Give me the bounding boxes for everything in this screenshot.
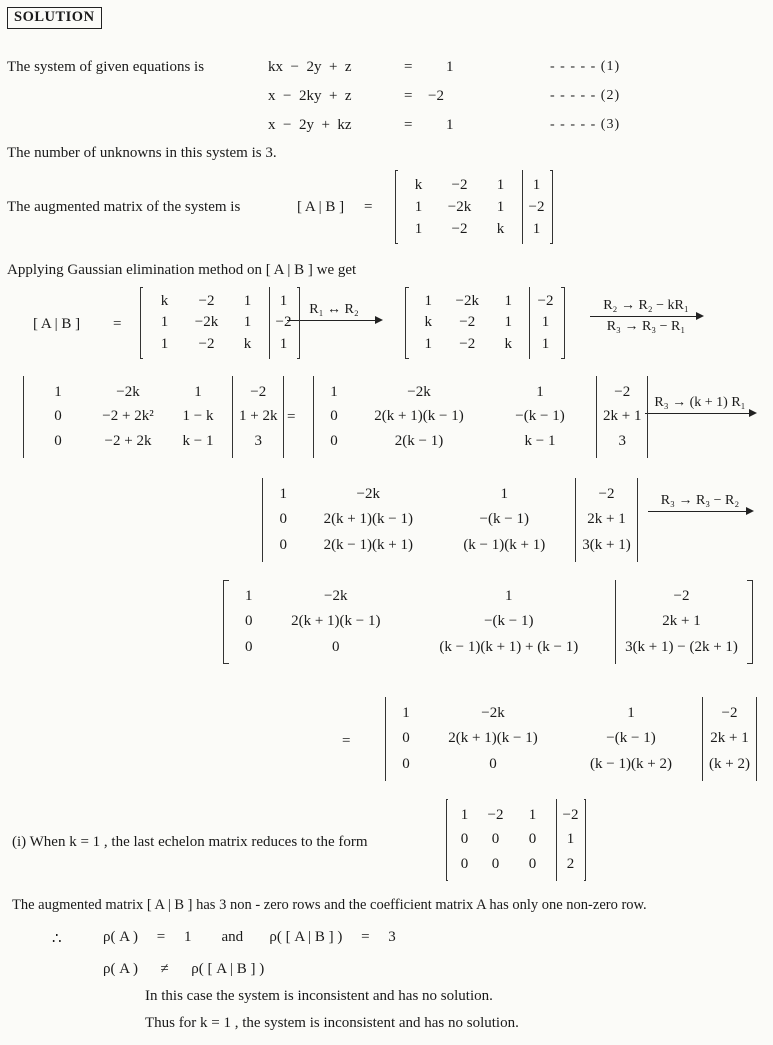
matrix-cell: 1: [279, 335, 288, 352]
augmented-matrix-m8: [446, 799, 586, 881]
matrix-cell: −2k: [447, 198, 472, 215]
right-bracket: [747, 580, 753, 664]
conclusion-2: Thus for k = 1 , the system is inconsistent and has no solution.: [145, 1015, 519, 1031]
matrix-cell: 1: [279, 486, 288, 503]
matrix-cell: 0: [54, 408, 62, 425]
matrix-cell: −2: [459, 335, 476, 352]
matrix-cell: −2: [459, 314, 476, 331]
matrix-cell: 1: [541, 335, 550, 352]
equation-lhs: kx − 2y + z: [268, 59, 352, 75]
matrix-cell: k: [160, 293, 169, 310]
rhs-block: [529, 287, 560, 359]
matrix-cell: 0: [279, 536, 288, 553]
matrix-cell: k: [496, 220, 505, 237]
right-bracket: [283, 376, 284, 458]
matrix-cell: 1: [532, 176, 541, 193]
matrix-cell: 1: [54, 383, 62, 400]
coefficient-block: [386, 697, 702, 781]
equation-rhs: −2: [428, 88, 444, 104]
equation-tag: - - - - - (1): [550, 59, 621, 74]
matrix-cell: 1: [566, 831, 575, 848]
augmented-matrix-m3: [23, 376, 278, 458]
matrix-cell: 0: [491, 856, 500, 873]
matrix-cell: −2: [721, 705, 738, 722]
equation-lhs: x − 2y + kz: [268, 117, 352, 133]
equals-sign: =: [404, 59, 413, 75]
matrix-cell: −2: [598, 486, 615, 503]
equation-tag: - - - - - (3): [550, 117, 621, 132]
matrix-cell: −2: [451, 220, 468, 237]
ab-label: [ A | B ]: [297, 199, 345, 215]
matrix-cell: 2k + 1: [710, 730, 749, 747]
matrix-cell: 1: [504, 314, 513, 331]
rows-text: The augmented matrix [ A | B ] has 3 non - zero rows and the coefficient matrix A has only one non-zero row.: [12, 897, 647, 913]
matrix-cell: k − 1: [182, 433, 214, 450]
op-arrow-1: [287, 302, 381, 323]
matrix-cell: 1: [402, 705, 410, 722]
matrix-cell: 3(k + 1): [582, 536, 631, 553]
matrix-cell: k: [243, 335, 252, 352]
conclusion-1: In this case the system is inconsistent and has no solution.: [145, 988, 493, 1004]
matrix-cell: −(k − 1): [479, 511, 529, 528]
matrix-cell: 2(k + 1)(k − 1): [374, 408, 464, 425]
matrix-cell: k − 1: [524, 433, 556, 450]
right-bracket: [297, 287, 300, 359]
matrix-cell: 1: [528, 806, 537, 823]
matrix-cell: 0: [460, 856, 469, 873]
matrix-cell: −2k: [116, 383, 140, 400]
rhs-block: [269, 287, 298, 359]
rhs-block: [556, 799, 585, 881]
matrix-cell: −2k: [407, 383, 431, 400]
rhs-block: [522, 170, 551, 244]
matrix-cell: −2: [673, 588, 690, 605]
matrix-cell: 1: [504, 293, 513, 310]
rhs-block: [702, 697, 756, 781]
matrix-cell: −2k: [194, 314, 219, 331]
matrix-cell: 0: [460, 831, 469, 848]
matrix-cell: 1: [500, 486, 509, 503]
matrix-cell: (k − 1)(k + 2): [590, 755, 672, 772]
rank-line-1: ρ( A ) = 1 and ρ( [ A | B ] ) = 3: [103, 929, 396, 945]
right-bracket: [756, 697, 757, 781]
matrix-cell: 2k + 1: [662, 613, 701, 630]
matrix-cell: 0: [330, 408, 338, 425]
matrix-cell: 2(k − 1)(k + 1): [323, 536, 413, 553]
equation-lhs: x − 2ky + z: [268, 88, 352, 104]
intro-text: The system of given equations is: [7, 59, 205, 75]
augmented-matrix-m4: [313, 376, 642, 458]
matrix-cell: −(k − 1): [484, 613, 534, 630]
matrix-cell: 1: [505, 588, 513, 605]
matrix-cell: 2: [566, 856, 575, 873]
matrix-cell: 1 − k: [182, 408, 214, 425]
op-arrow-2: [590, 298, 702, 335]
equals-sign: =: [113, 316, 122, 332]
matrix-cell: k: [424, 314, 433, 331]
matrix-cell: 2(k − 1): [394, 433, 444, 450]
augmented-matrix-m2: [405, 287, 565, 359]
matrix-cell: 2(k + 1)(k − 1): [448, 730, 538, 747]
ab-label-2: [ A | B ]: [33, 316, 81, 332]
solution-badge: SOLUTION: [7, 7, 102, 29]
matrix-cell: −2: [198, 293, 215, 310]
equals-sign: =: [287, 409, 296, 425]
equation-rhs: 1: [446, 117, 454, 133]
equals-sign: =: [404, 117, 413, 133]
gauss-text: Applying Gaussian elimination method on [ A | B ] we get: [7, 262, 357, 278]
right-bracket: [584, 799, 586, 881]
right-bracket: [550, 170, 553, 244]
matrix-cell: (k − 1)(k + 1) + (k − 1): [439, 638, 579, 655]
matrix-cell: 1: [194, 383, 202, 400]
matrix-cell: 1: [541, 314, 550, 331]
therefore-sign: ∴: [52, 931, 62, 947]
matrix-cell: 0: [528, 856, 537, 873]
coefficient-block: [263, 478, 575, 562]
op-label: R₃ → (k + 1) R₁: [654, 395, 746, 410]
matrix-cell: −2: [537, 293, 554, 310]
matrix-cell: 1: [414, 198, 423, 215]
equation-rhs: 1: [446, 59, 454, 75]
matrix-cell: 3(k + 1) − (2k + 1): [625, 638, 738, 655]
equals-sign: =: [342, 733, 351, 749]
matrix-cell: 1: [424, 335, 433, 352]
coefficient-block: [409, 287, 529, 359]
equals-sign: =: [404, 88, 413, 104]
rhs-block: [575, 478, 636, 562]
right-bracket: [561, 287, 565, 359]
augmented-matrix-m1: [140, 287, 300, 359]
matrix-cell: 2k + 1: [587, 511, 626, 528]
matrix-cell: 0: [245, 638, 253, 655]
matrix-cell: 1 + 2k: [239, 408, 278, 425]
equation-tag: - - - - - (2): [550, 88, 621, 103]
matrix-cell: 1: [243, 314, 252, 331]
matrix-cell: k: [504, 335, 513, 352]
matrix-cell: 1: [414, 220, 423, 237]
matrix-cell: 1: [245, 588, 253, 605]
augmented-label: The augmented matrix of the system is: [7, 199, 241, 215]
matrix-cell: −2: [487, 806, 504, 823]
matrix-cell: 0: [330, 433, 338, 450]
matrix-cell: −2k: [356, 486, 380, 503]
matrix-cell: 1: [627, 705, 635, 722]
matrix-cell: 2k + 1: [603, 408, 642, 425]
matrix-cell: (k + 2): [709, 755, 750, 772]
matrix-cell: −2: [275, 314, 292, 331]
augmented-matrix-m6: [223, 580, 753, 664]
matrix-cell: 2(k + 1)(k − 1): [323, 511, 413, 528]
equals-sign: =: [364, 199, 373, 215]
matrix-cell: 3: [254, 433, 262, 450]
case1-text: (i) When k = 1 , the last echelon matrix reduces to the form: [12, 834, 368, 850]
matrix-cell: −2: [562, 806, 579, 823]
matrix-cell: 0: [402, 730, 410, 747]
matrix-cell: 1: [536, 383, 544, 400]
matrix-cell: k: [414, 176, 423, 193]
augmented-matrix-m5: [262, 478, 638, 562]
op-label: R₃ → R₃ − R₁: [606, 319, 686, 334]
matrix-cell: 1: [160, 314, 169, 331]
matrix-cell: 0: [245, 613, 253, 630]
op-arrow-4: [648, 493, 752, 514]
matrix-cell: −2: [198, 335, 215, 352]
op-label: R₁ ↔ R₂: [309, 302, 359, 317]
right-bracket: [637, 478, 638, 562]
matrix-cell: 1: [160, 335, 169, 352]
matrix-cell: 0: [54, 433, 62, 450]
right-bracket: [647, 376, 648, 458]
matrix-cell: 0: [402, 755, 410, 772]
matrix-cell: −2k: [455, 293, 479, 310]
matrix-cell: 3: [618, 433, 626, 450]
matrix-cell: 0: [279, 511, 288, 528]
matrix-cell: 1: [424, 293, 433, 310]
coefficient-block: [143, 287, 269, 359]
coefficient-block: [229, 580, 615, 664]
matrix-cell: −2 + 2k: [104, 433, 152, 450]
matrix-cell: 1: [460, 806, 469, 823]
matrix-cell: 1: [532, 220, 541, 237]
op-label: R₂ → R₂ − kR₁: [603, 298, 689, 313]
coefficient-block: [314, 376, 596, 458]
matrix-cell: −(k − 1): [606, 730, 656, 747]
op-label: R₃ → R₃ − R₂: [660, 493, 740, 508]
augmented-matrix-m7: [385, 697, 755, 781]
matrix-cell: 1: [330, 383, 338, 400]
matrix-cell: 1: [279, 293, 288, 310]
matrix-cell: −2: [528, 198, 545, 215]
matrix-cell: 1: [243, 293, 252, 310]
matrix-cell: 2(k + 1)(k − 1): [291, 613, 381, 630]
unknowns-text: The number of unknowns in this system is 3.: [7, 145, 277, 161]
coefficient-block: [398, 170, 522, 244]
rhs-block: [232, 376, 283, 458]
matrix-cell: 0: [332, 638, 340, 655]
matrix-cell: −2 + 2k²: [102, 408, 154, 425]
matrix-cell: −2: [250, 383, 267, 400]
matrix-cell: −(k − 1): [515, 408, 565, 425]
matrix-cell: −2: [451, 176, 468, 193]
matrix-cell: (k − 1)(k + 1): [463, 536, 546, 553]
matrix-cell: −2k: [481, 705, 505, 722]
matrix-cell: 1: [496, 198, 505, 215]
matrix-cell: 1: [496, 176, 505, 193]
coefficient-block: [24, 376, 232, 458]
op-arrow-3: [645, 395, 755, 416]
rhs-block: [615, 580, 747, 664]
matrix-cell: 0: [489, 755, 497, 772]
coefficient-block: [448, 799, 556, 881]
matrix-cell: 0: [528, 831, 537, 848]
augmented-matrix-m0: [395, 170, 553, 244]
matrix-cell: 0: [491, 831, 500, 848]
matrix-cell: −2k: [324, 588, 348, 605]
rhs-block: [596, 376, 647, 458]
matrix-cell: −2: [614, 383, 631, 400]
rank-line-2: ρ( A ) ≠ ρ( [ A | B ] ): [103, 961, 265, 977]
